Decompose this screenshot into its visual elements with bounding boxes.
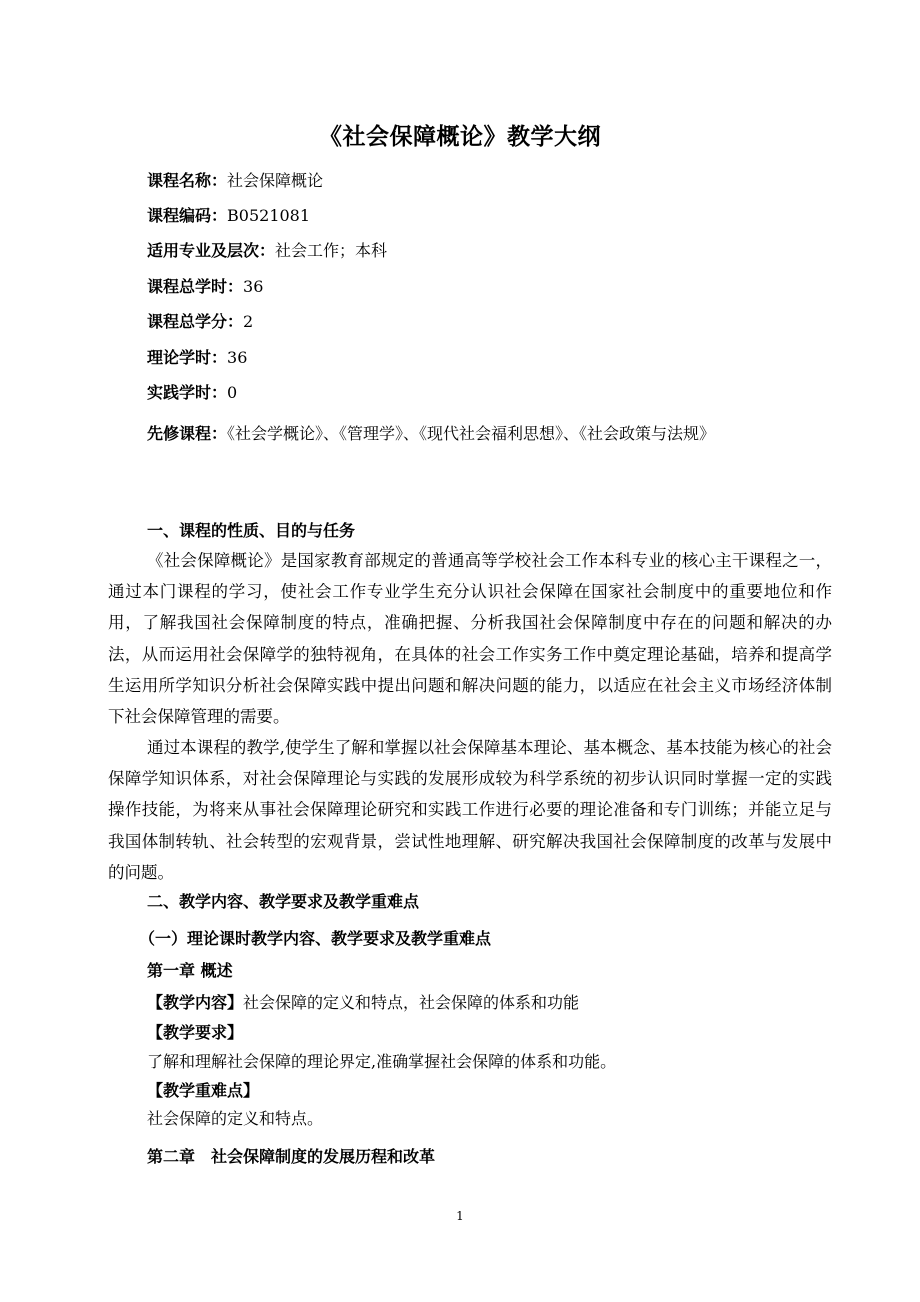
meta-label: 理论学时： [147, 348, 228, 367]
body-paragraph: 通过本课程的教学,使学生了解和掌握以社会保障基本理论、基本概念、基本技能为核心的社会保障学知识体系，对社会保障理论与实践的发展形成较为科学系统的初步认识同时掌握一定的实践操作技能，为将来从事社会保障理论研究和实践工作进行必要的理论准备和专门训练；并能立足与我国体制转轨、社会转型的宏观背景，尝试性地理解、研究解决我国社会保障制度的改革与发展中的问题。 [108, 738, 832, 882]
body-paragraph: 《社会保障概论》是国家教育部规定的普通高等学校社会工作本科专业的核心主干课程之一，通过本门课程的学习，使社会工作专业学生充分认识社会保障在国家社会制度中的重要地位和作用，了解我国社会保障制度的特点，准确把握、分析我国社会保障制度中存在的问题和解决的办法，从而运用社会保障学的独特视角，在具体的社会工作实务工作中奠定理论基础，培养和提高学生运用所学知识分析社会保障实践中提出问题和解决问题的能力，以适应在社会主义市场经济体制下社会保障管理的需要。 [108, 551, 832, 727]
meta-label: 课程总学分： [147, 312, 244, 331]
meta-label: 课程总学时： [147, 277, 244, 296]
meta-value: B0521081 [227, 206, 311, 225]
meta-label: 课程名称： [147, 171, 228, 190]
chapter-title: 第一章 概述 [147, 961, 233, 980]
meta-total-hours [147, 277, 263, 297]
meta-course-name [147, 171, 323, 191]
chapter-title: 第二章 社会保障制度的发展历程和改革 [147, 1147, 436, 1166]
meta-theory-hours [147, 348, 247, 368]
meta-value: 社会保障概论 [227, 171, 324, 190]
content-label: 【教学内容】 [147, 993, 244, 1012]
meta-value: 2 [243, 312, 254, 331]
teaching-content [147, 993, 579, 1013]
meta-value: 36 [243, 277, 264, 296]
requirement-label: 【教学要求】 [147, 1023, 244, 1042]
subsection-heading: （一）理论课时教学内容、教学要求及教学重难点 [139, 929, 492, 948]
meta-value: 0 [227, 383, 238, 402]
meta-major-level [147, 241, 387, 261]
page-number: 1 [456, 1209, 464, 1223]
content-text: 社会保障的定义和特点，社会保障的体系和功能 [243, 993, 580, 1012]
meta-value: 社会工作；本科 [275, 241, 388, 260]
section-heading: 二、教学内容、教学要求及教学重难点 [147, 892, 420, 911]
meta-total-credits [147, 312, 253, 332]
meta-practice-hours [147, 383, 237, 403]
meta-prerequisites [108, 418, 830, 450]
requirement-text: 了解和理解社会保障的理论界定,准确掌握社会保障的体系和功能。 [147, 1052, 617, 1071]
section-heading: 一、课程的性质、目的与任务 [147, 521, 356, 540]
meta-label: 实践学时： [147, 383, 228, 402]
meta-course-code [147, 206, 310, 226]
document-title: 《社会保障概论》教学大纲 [319, 124, 601, 150]
meta-label: 课程编码： [147, 206, 228, 225]
meta-value: 《社会学概论》、《管理学》、《现代社会福利思想》、《社会政策与法规》 [227, 424, 716, 443]
meta-label: 适用专业及层次： [147, 241, 276, 260]
meta-label: 先修课程： [147, 424, 228, 443]
meta-value: 36 [227, 348, 248, 367]
keypoint-text: 社会保障的定义和特点。 [147, 1109, 324, 1128]
keypoint-label: 【教学重难点】 [147, 1081, 260, 1100]
